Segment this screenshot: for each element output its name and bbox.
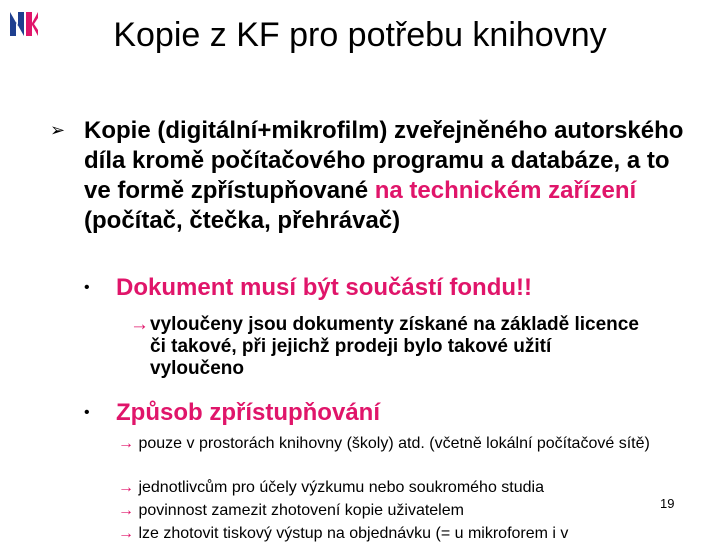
list-item bbox=[118, 434, 678, 453]
page-title: Kopie z KF pro potřebu knihovny bbox=[113, 16, 607, 54]
page-number: 19 bbox=[660, 496, 675, 511]
dot-bullet-icon: • bbox=[84, 404, 90, 421]
list-item-text: pouze v prostorách knihovny (školy) atd. (včetně lokální počítačové sítě) bbox=[138, 435, 650, 452]
sub-bullet-method-text: Způsob zpřístupňování bbox=[116, 399, 380, 426]
arrow-icon: → bbox=[130, 314, 149, 335]
arrow-icon: → bbox=[118, 435, 134, 452]
arrow-icon: → bbox=[118, 479, 134, 496]
list-item-text: jednotlivcům pro účely výzkumu nebo soukromého studia bbox=[138, 479, 544, 496]
sub-detail-licence-text: vyloučeny jsou dokumenty získané na základě licence či takové, při jejichž prodeji bylo takové užití vyloučeno bbox=[150, 314, 639, 379]
arrow-icon: → bbox=[118, 502, 134, 519]
logo-icon bbox=[8, 8, 40, 40]
bullet-main-text bbox=[84, 116, 684, 236]
bullet-main-text-end: (počítač, čtečka, přehrávač) bbox=[84, 207, 401, 234]
list-item bbox=[118, 524, 698, 543]
sub-bullet-fond-text: Dokument musí být součástí fondu!! bbox=[116, 274, 533, 301]
list-item-text: lze zhotovit tiskový výstup na objednávku (= u mikroforem i v bbox=[138, 525, 569, 542]
list-item bbox=[118, 501, 698, 520]
arrow-icon: → bbox=[118, 525, 134, 542]
bullet-main-text-part: Kopie (digitální+mikrofilm) zveřejněného autorského díla kromě počítačového programu a databáze, a to ve formě zpřístupňované bbox=[84, 117, 684, 204]
list-item-text: povinnost zamezit zhotovení kopie uživatelem bbox=[138, 502, 464, 519]
dot-bullet-icon: • bbox=[84, 279, 90, 296]
arrow-bullet-icon: ➢ bbox=[50, 120, 66, 140]
sub-detail-licence bbox=[130, 314, 650, 380]
bullet-main-highlight: na technickém zařízení bbox=[374, 177, 637, 204]
list-item bbox=[118, 478, 698, 497]
